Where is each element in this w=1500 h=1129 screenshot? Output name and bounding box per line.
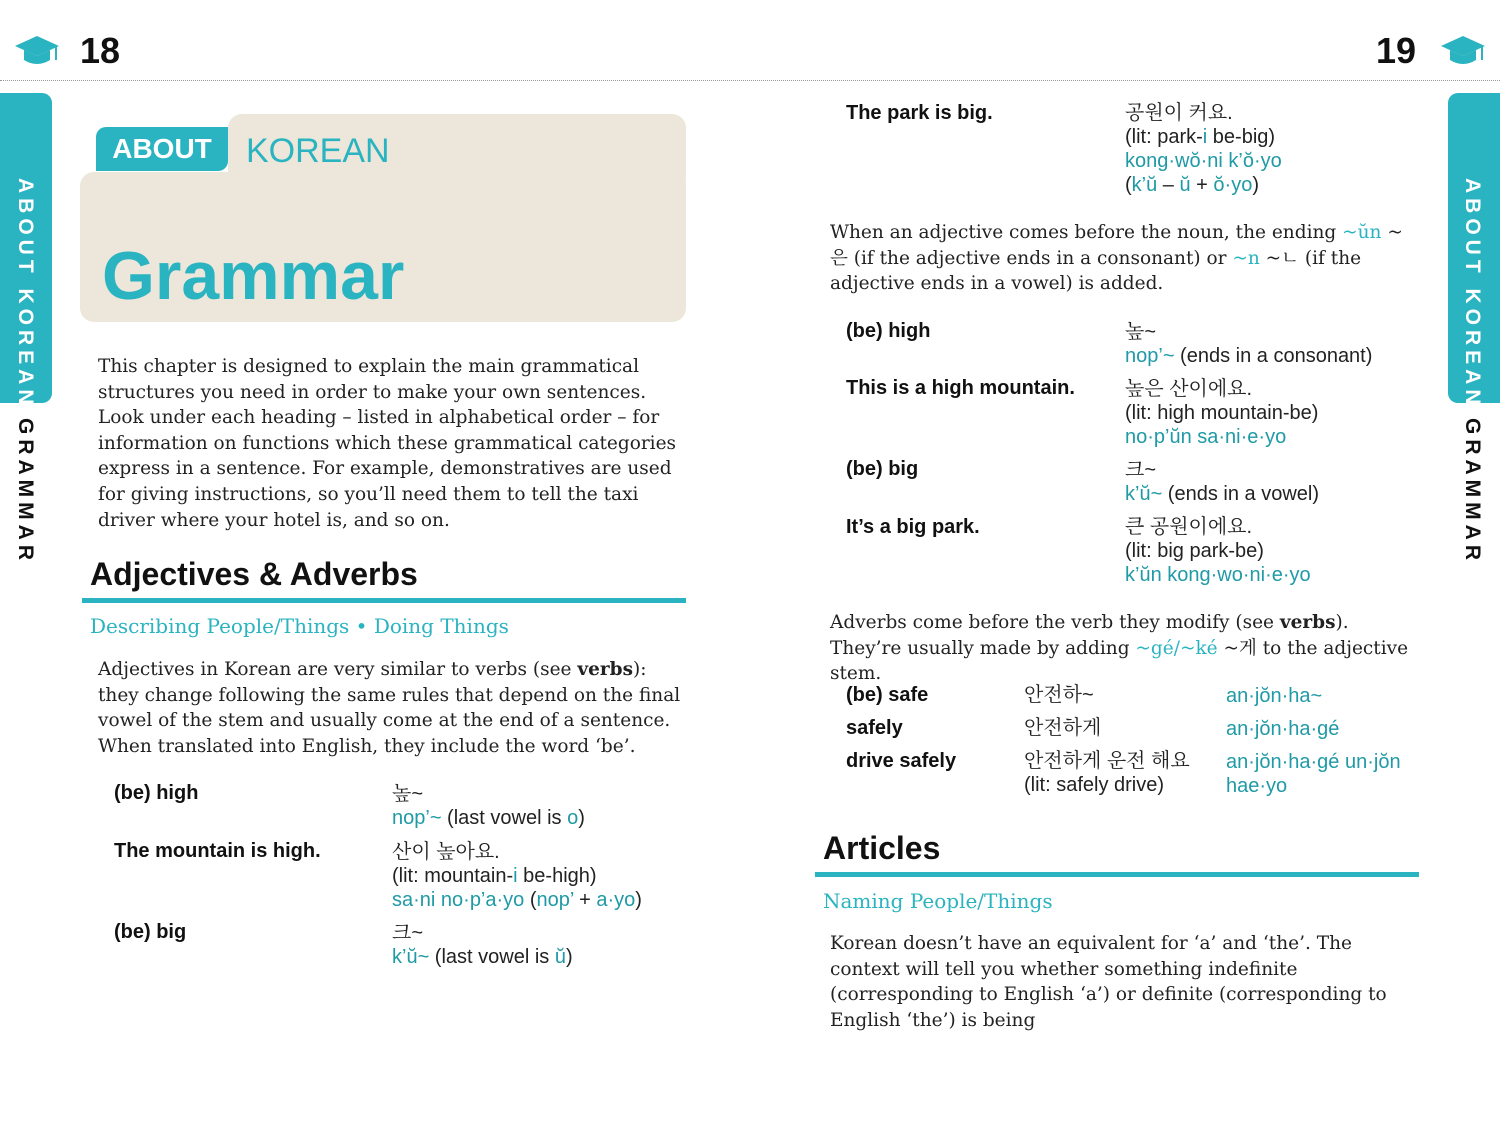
adverb-romanization: an·jŏn·ha·gé un·jŏn hae·yo (1226, 751, 1401, 797)
adverb-romanization: an·jŏn·ha·gé (1226, 718, 1340, 740)
adverb-korean: 안전하~ (1024, 684, 1094, 706)
intro-paragraph: This chapter is designed to explain the main grammatical structures you need in order to make your own sentences. Look under each heading – listed in alphabetical order – for information on functions which these grammatical categories express in a sentence. For example, demonstratives are used for giving instructions, so you’ll need them to tell the taxi driver where your hotel is, and so on. (98, 356, 677, 531)
adverb-romanization: an·jŏn·ha~ (1226, 685, 1323, 707)
adverb-korean: 안전하게 운전 해요 (lit: safely drive) (1024, 750, 1190, 796)
subheading-articles: Naming People/Things (823, 889, 1053, 913)
example-english: The mountain is high. (114, 840, 321, 862)
header-divider (0, 80, 1500, 81)
adverb-english: drive safely (846, 750, 957, 772)
graduation-cap-icon (1440, 34, 1486, 68)
example-english: (be) big (846, 458, 919, 480)
example-korean: 크~ k’ŭ~ (last vowel is ŭ) (392, 922, 573, 968)
heading-rule (82, 598, 686, 603)
example-english: (be) high (114, 782, 199, 804)
subheading-adjectives: Describing People/Things • Doing Things (90, 614, 509, 638)
section-heading-articles: Articles (823, 830, 941, 866)
side-tab-section-left: ABOUT KOREAN (14, 178, 37, 410)
example-korean: 큰 공원이에요. (lit: big park-be) k’ŭn kong·wo·ni·e·yo (1125, 516, 1311, 586)
side-tab-topic-right: GRAMMAR (1461, 418, 1484, 565)
example-korean: 높은 산이에요. (lit: high mountain-be) no·p’ŭn sa·ni·e·yo (1125, 378, 1319, 448)
page-number-right: 19 (1376, 30, 1417, 71)
adverbs-paragraph: Adverbs come before the verb they modify (see verbs). They’re usually made by adding ~gé/~ké ~게 to the adjective stem. (830, 612, 1409, 685)
example-english: (be) big (114, 921, 187, 943)
example-korean: 공원이 커요. (lit: park-i be-big) kong·wŏ·ni k’ŏ·yo (k’ŭ – ŭ + ŏ·yo) (1125, 102, 1282, 196)
side-tab-section-right: ABOUT KOREAN (1461, 178, 1484, 410)
example-korean: 산이 높아요. (lit: mountain-i be-high) sa·ni no·p’a·yo (nop’ + a·yo) (392, 841, 642, 911)
page-title: Grammar (102, 238, 405, 314)
adverb-english: safely (846, 717, 903, 739)
page-number-left: 18 (80, 30, 121, 71)
section-heading-adjectives: Adjectives & Adverbs (90, 556, 418, 592)
adjectives-paragraph: Adjectives in Korean are very similar to verbs (see verbs): they change following the same rules that depend on the final vowel of the stem and usually come at the end of a sentence. When translated into English, they include the word ‘be’. (98, 659, 681, 757)
example-english: The park is big. (846, 102, 993, 124)
articles-paragraph: Korean doesn’t have an equivalent for ‘a’ and ‘the’. The context will tell you whether something indefinite (corresponding to English ‘a’) or definite (corresponding to English ‘the’) is being (830, 933, 1387, 1031)
heading-rule (815, 872, 1419, 877)
example-korean: 높~ nop’~ (ends in a consonant) (1125, 321, 1373, 367)
example-english: This is a high mountain. (846, 377, 1075, 399)
korean-label: KOREAN (246, 132, 390, 170)
example-korean: 높~ nop’~ (last vowel is o) (392, 783, 585, 829)
about-badge: ABOUT (96, 127, 228, 171)
side-tab-topic-left: GRAMMAR (14, 418, 37, 565)
example-english: It’s a big park. (846, 516, 980, 538)
adverb-korean: 안전하게 (1024, 717, 1102, 739)
adverb-english: (be) safe (846, 684, 929, 706)
adjective-position-paragraph: When an adjective comes before the noun, the ending ~ŭn ~은 (if the adjective ends in a consonant) or ~n ~ㄴ (if the adjective ends in a vowel) is added. (830, 222, 1403, 295)
graduation-cap-icon (14, 34, 60, 68)
example-korean: 크~ k’ŭ~ (ends in a vowel) (1125, 459, 1319, 505)
example-english: (be) high (846, 320, 931, 342)
